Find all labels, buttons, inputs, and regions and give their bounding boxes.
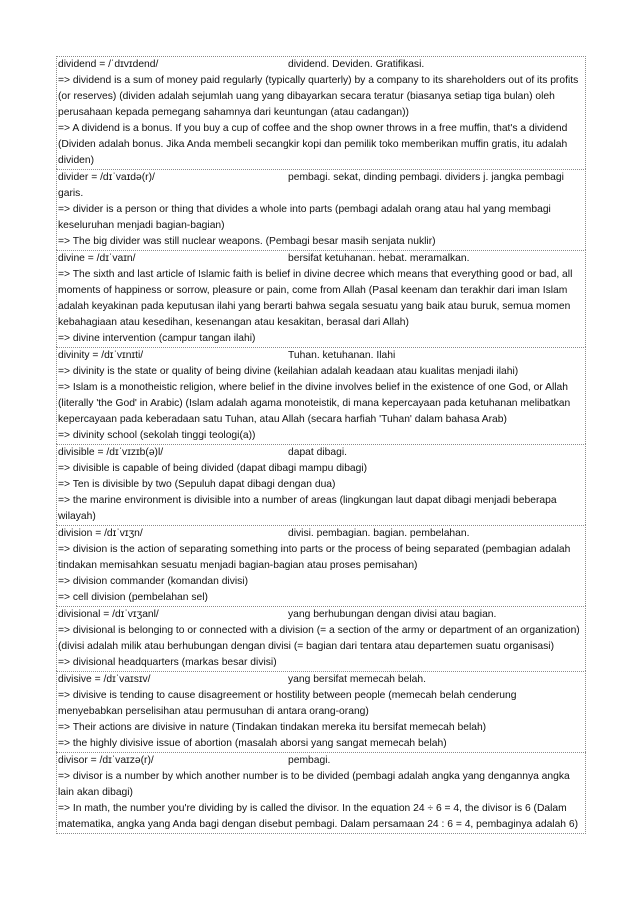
entry-header (57, 348, 585, 364)
entry-translation: bersifat ketuhanan. hebat. meramalkan. (288, 253, 470, 264)
entry-divisional (56, 606, 586, 671)
entry-translation: pembagi. sekat, dinding pembagi. dividers j. jangka pembagi garis. (58, 172, 564, 199)
entry-term: dividend = /ˈdɪvɪdend/ (58, 59, 159, 70)
entry-translation: divisi. pembagian. bagian. pembelahan. (288, 528, 470, 539)
entry-line: => Their actions are divisive in nature (Tindakan tindakan mereka itu bersifat memecah belah) (58, 722, 487, 733)
entry-line: => divider is a person or thing that divides a whole into parts (pembagi adalah orang atau hal yang membagi keseluruhan menjadi bagian-bagian) (58, 204, 551, 231)
entry-line: => In math, the number you're dividing by is called the divisor. In the equation 24 ÷ 6 = 4, the divisor is 6 (Dalam matematika, angka yang Anda bagi dengan disebut pembagi. Dalam persamaan 24 : 6 = 4, pembaginya adalah 6) (58, 803, 579, 830)
entry-line: => division is the action of separating something into parts or the process of being separated (pembagian adalah tindakan memisahkan sesuatu menjadi bagian-bagian atau proses pemisahan) (58, 544, 571, 571)
entry-translation: yang berhubungan dengan divisi atau bagian. (288, 609, 497, 620)
entry-translation: dapat dibagi. (288, 447, 347, 458)
entry-line: => The big divider was still nuclear weapons. (Pembagi besar masih senjata nuklir) (58, 236, 436, 247)
entry-line: => Islam is a monotheistic religion, where belief in the divine involves belief in the existence of one God, or Allah (literally 'the God' in Arabic) (Islam adalah agama monoteistik, di mana kepercayaan pada ketuhanan melibatkan kepercayaan pada keberadaan satu Tuhan, atau Allah (secara harfiah 'Tuhan' dalam bahasa Arab) (58, 382, 571, 425)
entry-line: => Ten is divisible by two (Sepuluh dapat dibagi dengan dua) (58, 479, 336, 490)
entry-header (57, 170, 585, 202)
entry-divine (56, 250, 586, 347)
entry-header (57, 57, 585, 73)
entry-line: => cell division (pembelahan sel) (58, 592, 208, 603)
entry-translation: Tuhan. ketuhanan. Ilahi (288, 350, 396, 361)
entry-header (57, 672, 585, 688)
entry-term: divisional = /dɪˈvɪʒanl/ (58, 609, 159, 620)
entry-line: => divisible is capable of being divided (dapat dibagi mampu dibagi) (58, 463, 368, 474)
entry-translation: dividend. Deviden. Gratifikasi. (288, 59, 425, 70)
entry-divider (56, 169, 586, 250)
entry-divisible (56, 444, 586, 525)
entry-header (57, 607, 585, 623)
entry-term: divine = /dɪˈvaɪn/ (58, 253, 136, 264)
entry-term: divisible = /dɪˈvɪzɪb(ə)l/ (58, 447, 164, 458)
entry-dividend (56, 56, 586, 169)
entry-line: => the highly divisive issue of abortion (masalah aborsi yang sangat memecah belah) (58, 738, 447, 749)
entry-header (57, 753, 585, 769)
entry-header (57, 251, 585, 267)
entry-header (57, 445, 585, 461)
entry-division (56, 525, 586, 606)
entry-line: => divisive is tending to cause disagreement or hostility between people (memecah belah cenderung menyebabkan perselisihan atau permusuhan di antara orang-orang) (58, 690, 517, 717)
entry-line: => divisional headquarters (markas besar divisi) (58, 657, 277, 668)
entry-line: => division commander (komandan divisi) (58, 576, 249, 587)
entry-term: division = /dɪˈvɪʒn/ (58, 528, 143, 539)
entry-translation: yang bersifat memecah belah. (288, 674, 426, 685)
entry-line: => divine intervention (campur tangan ilahi) (58, 333, 256, 344)
entry-line: => divisor is a number by which another number is to be divided (pembagi adalah angka yang dengannya angka lain akan dibagi) (58, 771, 570, 798)
entry-line: => The sixth and last article of Islamic faith is belief in divine decree which means that everything good or bad, all moments of happiness or sorrow, pleasure or pain, come from Allah (Pasal keenam dan terakhir dari iman Islam adalah keyakinan pada keputusan ilahi yang berarti bahwa segala sesuatu yang baik atau buruk, semua momen kebahagiaan atau kesedihan, kesenangan atau kesakitan, berasal dari Allah) (58, 269, 573, 328)
entry-line: => A dividend is a bonus. If you buy a cup of coffee and the shop owner throws in a free muffin, that's a dividend (Dividen adalah bonus. Jika Anda membeli secangkir kopi dan pemilik toko memberikan muffin gratis, itu adalah dividen) (58, 123, 568, 166)
entry-divisor (56, 752, 586, 834)
entry-term: divisor = /dɪˈvaɪzə(r)/ (58, 755, 154, 766)
entry-translation: pembagi. (288, 755, 331, 766)
entry-divinity (56, 347, 586, 444)
entry-line: => dividend is a sum of money paid regularly (typically quarterly) by a company to its shareholders out of its profits (or reserves) (dividen adalah sejumlah uang yang dibayarkan secara teratur (biasanya setiap tiga bulan) oleh perusahaan kepada pemegang sahamnya dari keuntungan (atau cadangan)) (58, 75, 579, 118)
entry-line: => divinity is the state or quality of being divine (keilahian adalah keadaan atau kualitas menjadi ilahi) (58, 366, 519, 377)
dictionary-page (56, 56, 586, 834)
entry-term: divisive = /dɪˈvaɪsɪv/ (58, 674, 151, 685)
entry-term: divinity = /dɪˈvɪnɪti/ (58, 350, 144, 361)
entry-header (57, 526, 585, 542)
entry-line: => divisional is belonging to or connected with a division (= a section of the army or department of an organization) (divisi adalah milik atau berhubungan dengan divisi (= bagian dari tentara atau departemen suatu organisasi) (58, 625, 580, 652)
entry-line: => the marine environment is divisible into a number of areas (lingkungan laut dapat dibagi menjadi beberapa wilayah) (58, 495, 557, 522)
entry-divisive (56, 671, 586, 752)
entry-line: => divinity school (sekolah tinggi teologi(a)) (58, 430, 256, 441)
entry-term: divider = /dɪˈvaɪdə(r)/ (58, 172, 155, 183)
